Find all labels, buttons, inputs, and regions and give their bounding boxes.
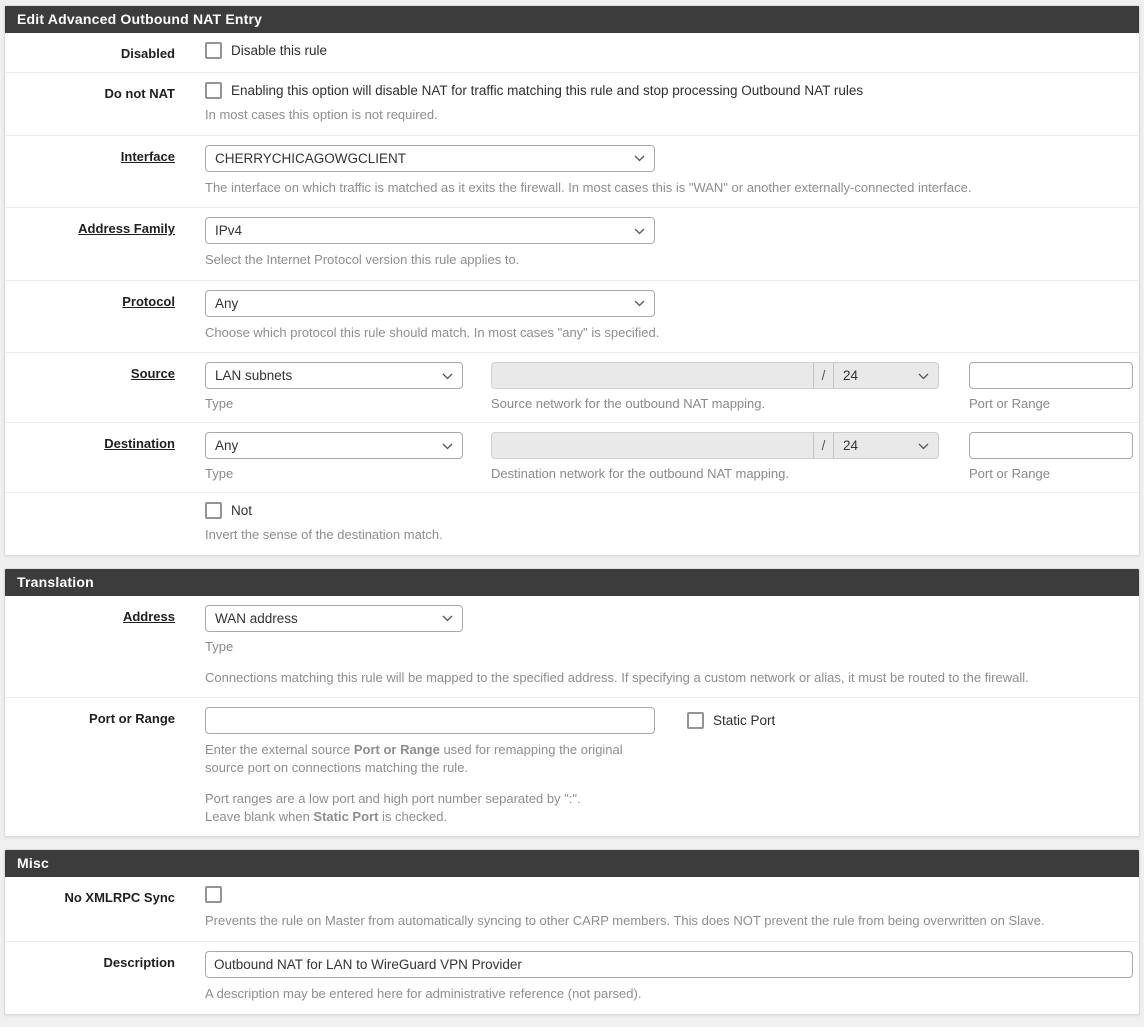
destination-network-help: Destination network for the outbound NAT mapping. [491,466,789,482]
panel-edit-outbound-nat [4,5,1140,556]
interface-select-value: CHERRYCHICAGOWGCLIENT [215,150,407,166]
panel-title: Edit Advanced Outbound NAT Entry [5,6,1139,33]
xmlrpc-checkbox[interactable] [205,886,222,903]
address-family-help: Select the Internet Protocol version this rule applies to. [205,252,520,268]
translation-port-input[interactable] [205,707,655,734]
row-interface [5,136,1139,209]
row-protocol [5,281,1139,354]
destination-type-caption: Type [205,466,234,482]
protocol-select[interactable] [205,290,655,317]
translation-port-help1: Enter the external source Port or Range used for remapping the original source port on connections matching the rule. [205,742,623,775]
source-label: Source [130,366,175,382]
row-disabled [5,33,1139,73]
source-network-separator: / [813,362,834,389]
destination-prefix-select-value: 24 [843,438,859,454]
source-port-input[interactable] [969,362,1133,389]
panel-title: Misc [5,850,1139,877]
translation-address-help: Connections matching this rule will be mapped to the specified address. If specifying a custom network or alias, it must be routed to the firewall. [205,669,1029,685]
destination-type-select-value: Any [215,438,239,454]
source-type-select-value: LAN subnets [215,368,293,384]
address-family-label: Address Family [78,221,175,237]
destination-prefix-select[interactable] [834,432,939,459]
static-port-bold: Static Port [313,808,379,824]
row-destination [5,423,1139,493]
source-type-caption: Type [205,396,234,412]
row-xmlrpc-sync [5,877,1139,942]
chevron-down-icon [634,300,645,307]
panel-title: Translation [5,569,1139,596]
destination-type-select[interactable] [205,432,463,459]
destination-port-input[interactable] [969,432,1133,459]
chevron-down-icon [918,443,929,450]
not-help: Invert the sense of the destination match. [205,527,443,543]
row-not [5,493,1139,555]
description-input[interactable] [205,951,1133,978]
row-translation-port [5,698,1139,836]
source-prefix-select[interactable] [834,362,939,389]
interface-select[interactable] [205,145,655,172]
chevron-down-icon [442,443,453,450]
translation-port-help3: Leave blank when Static Port is checked. [205,808,448,824]
disabled-label: Disabled [120,46,175,61]
protocol-select-value: Any [215,295,239,311]
description-label: Description [103,955,175,971]
destination-port-caption: Port or Range [969,466,1050,482]
translation-address-select-value: WAN address [215,610,298,626]
translation-address-caption: Type [205,638,234,654]
source-prefix-select-value: 24 [843,368,859,384]
protocol-label: Protocol [122,293,175,309]
static-port-checkbox[interactable] [687,712,704,729]
disabled-checkbox-label: Disable this rule [231,43,328,58]
not-checkbox[interactable] [205,502,222,519]
address-family-select[interactable] [205,217,655,244]
do-not-nat-help: In most cases this option is not required. [205,107,438,122]
protocol-help: Choose which protocol this rule should match. In most cases "any" is specified. [205,324,660,340]
row-do-not-nat [5,73,1139,136]
translation-address-label: Address [122,608,175,624]
not-checkbox-label: Not [231,503,253,519]
destination-network-input [491,432,813,459]
row-description [5,942,1139,1014]
chevron-down-icon [634,155,645,162]
translation-address-select[interactable] [205,605,463,632]
do-not-nat-label: Do not NAT [104,86,175,101]
description-help: A description may be entered here for administrative reference (not parsed). [205,986,642,1002]
panel-misc [4,849,1140,1014]
xmlrpc-help: Prevents the rule on Master from automatically syncing to other CARP members. This does NOT prevent the rule from being overwritten on Slave. [205,913,1045,929]
disabled-checkbox[interactable] [205,42,222,59]
row-source [5,353,1139,423]
chevron-down-icon [442,373,453,380]
interface-label: Interface [120,148,175,164]
static-port-checkbox-label: Static Port [713,713,776,729]
do-not-nat-checkbox[interactable] [205,82,222,99]
row-address-family [5,208,1139,281]
row-translation-address [5,596,1139,699]
help-gap [205,776,1133,790]
interface-help: The interface on which traffic is matched as it exits the firewall. In most cases this is "WAN" or another externally-connected interface. [205,179,972,195]
panel-translation [4,568,1140,838]
not-label-spacer [5,502,175,506]
port-or-range-bold: Port or Range [353,742,440,758]
chevron-down-icon [634,228,645,235]
translation-port-label: Port or Range [89,711,175,727]
translation-port-help2: Port ranges are a low port and high port number separated by ":". [205,791,581,807]
xmlrpc-label: No XMLRPC Sync [64,890,175,906]
destination-network-separator: / [813,432,834,459]
source-port-caption: Port or Range [969,396,1050,412]
chevron-down-icon [442,615,453,622]
chevron-down-icon [918,373,929,380]
source-network-input [491,362,813,389]
do-not-nat-checkbox-label: Enabling this option will disable NAT for traffic matching this rule and stop processing Outbound NAT rules [231,83,864,98]
destination-label: Destination [104,436,175,452]
source-type-select[interactable] [205,362,463,389]
source-network-help: Source network for the outbound NAT mapping. [491,396,766,412]
address-family-select-value: IPv4 [215,223,243,239]
